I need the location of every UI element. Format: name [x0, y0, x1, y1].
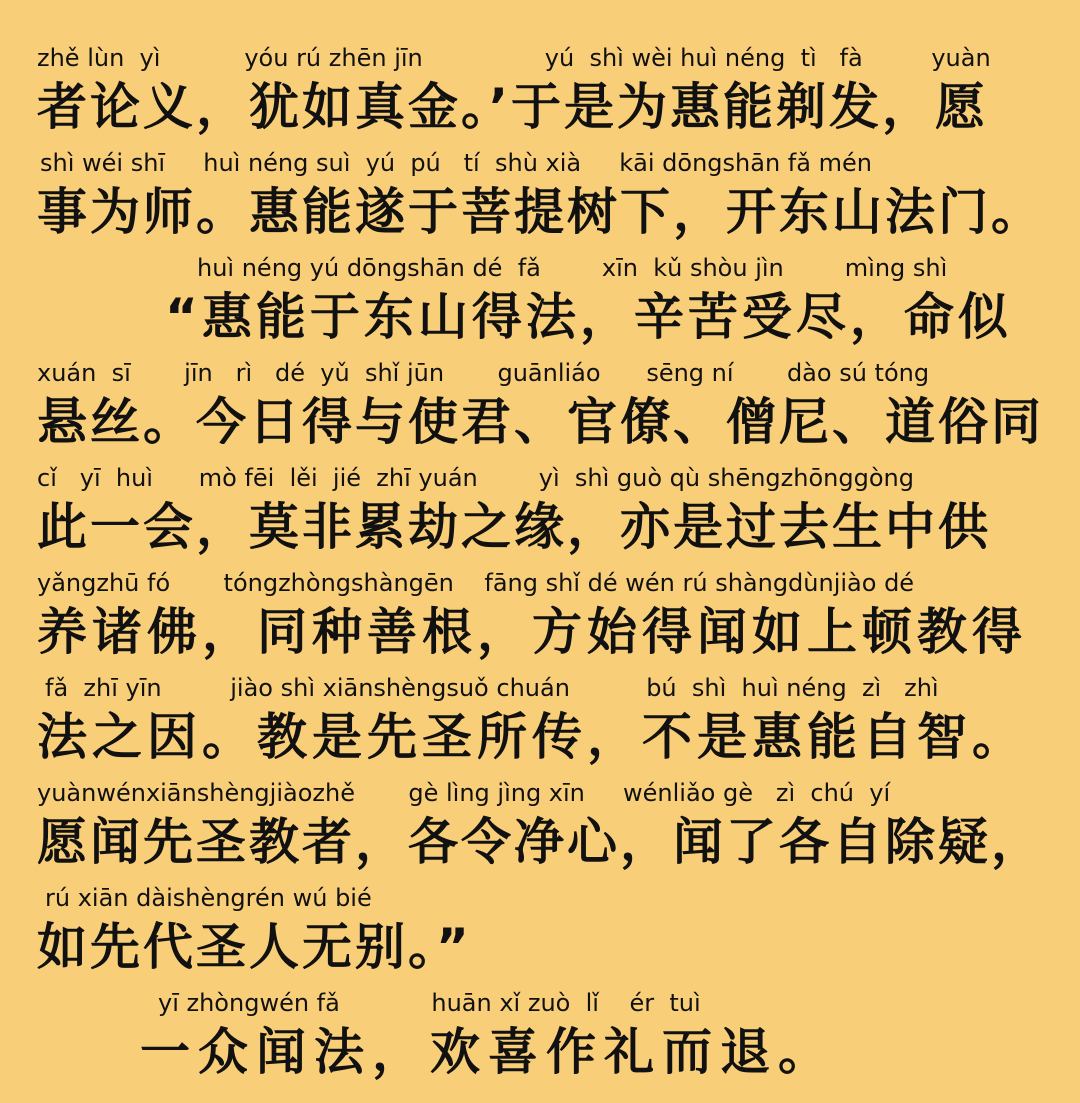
pinyin-line-9: rú xiān dàishèngrén wú bié	[45, 884, 372, 912]
pinyin-line-5: cǐ yī huì mò fēi lěi jié zhī yuán yì shì guò qù shēngzhōnggòng	[37, 464, 914, 492]
hanzi-line-6: 养诸佛，同种善根，方始得闻如上顿教得	[37, 603, 1027, 661]
hanzi-line-9: 如先代圣人无别。”	[37, 918, 472, 976]
verse-line-9	[0, 878, 1080, 983]
verse-line-1	[0, 38, 1080, 143]
verse-line-8	[0, 773, 1080, 878]
pinyin-line-4: xuán sī jīn rì dé yǔ shǐ jūn guānliáo sēng ní dào sú tóng	[37, 359, 930, 387]
pinyin-line-6: yǎngzhū fó tóngzhòngshàngēn fāng shǐ dé wén rú shàngdùnjiào dé	[37, 569, 915, 597]
verse-line-10	[0, 983, 1080, 1088]
hanzi-line-5: 此一会，莫非累劫之缘，亦是过去生中供	[37, 498, 991, 556]
hanzi-line-7: 法之因。教是先圣所传，不是惠能自智。	[37, 708, 1027, 766]
hanzi-line-1: 者论义，犹如真金。’于是为惠能剃发，愿	[37, 78, 988, 136]
verse-line-5	[0, 458, 1080, 563]
pinyin-line-8: yuànwénxiānshèngjiàozhě gè lìng jìng xīn wénliǎo gè zì chú yí	[37, 779, 891, 807]
hanzi-line-4: 悬丝。今日得与使君、官僚、僧尼、道俗同	[37, 393, 1044, 451]
verse-line-2	[0, 143, 1080, 248]
pinyin-line-10: yī zhòngwén fǎ huān xǐ zuò lǐ ér tuì	[158, 989, 701, 1017]
hanzi-line-10: 一众闻法，欢喜作礼而退。	[140, 1023, 836, 1081]
verse-line-7	[0, 668, 1080, 773]
pinyin-line-2: shì wéi shī huì néng suì yú pú tí shù xià kāi dōngshān fǎ mén	[40, 149, 872, 177]
hanzi-line-3: “惠能于东山得法，辛苦受尽，命似	[165, 288, 1012, 346]
pinyin-line-7: fǎ zhī yīn jiào shì xiānshèngsuǒ chuán bú shì huì néng zì zhì	[45, 674, 939, 702]
hanzi-line-2: 事为师。惠能遂于菩提树下，开东山法门。	[37, 183, 1044, 241]
verse-line-4	[0, 353, 1080, 458]
pinyin-line-1: zhě lùn yì yóu rú zhēn jīn yú shì wèi huì néng tì fà yuàn	[37, 44, 991, 72]
hanzi-line-8: 愿闻先圣教者，各令净心，闻了各自除疑，	[37, 813, 1044, 871]
pinyin-line-3: huì néng yú dōngshān dé fǎ xīn kǔ shòu jìn mìng shì	[197, 254, 948, 282]
verse-line-6	[0, 563, 1080, 668]
verse-line-3	[0, 248, 1080, 353]
